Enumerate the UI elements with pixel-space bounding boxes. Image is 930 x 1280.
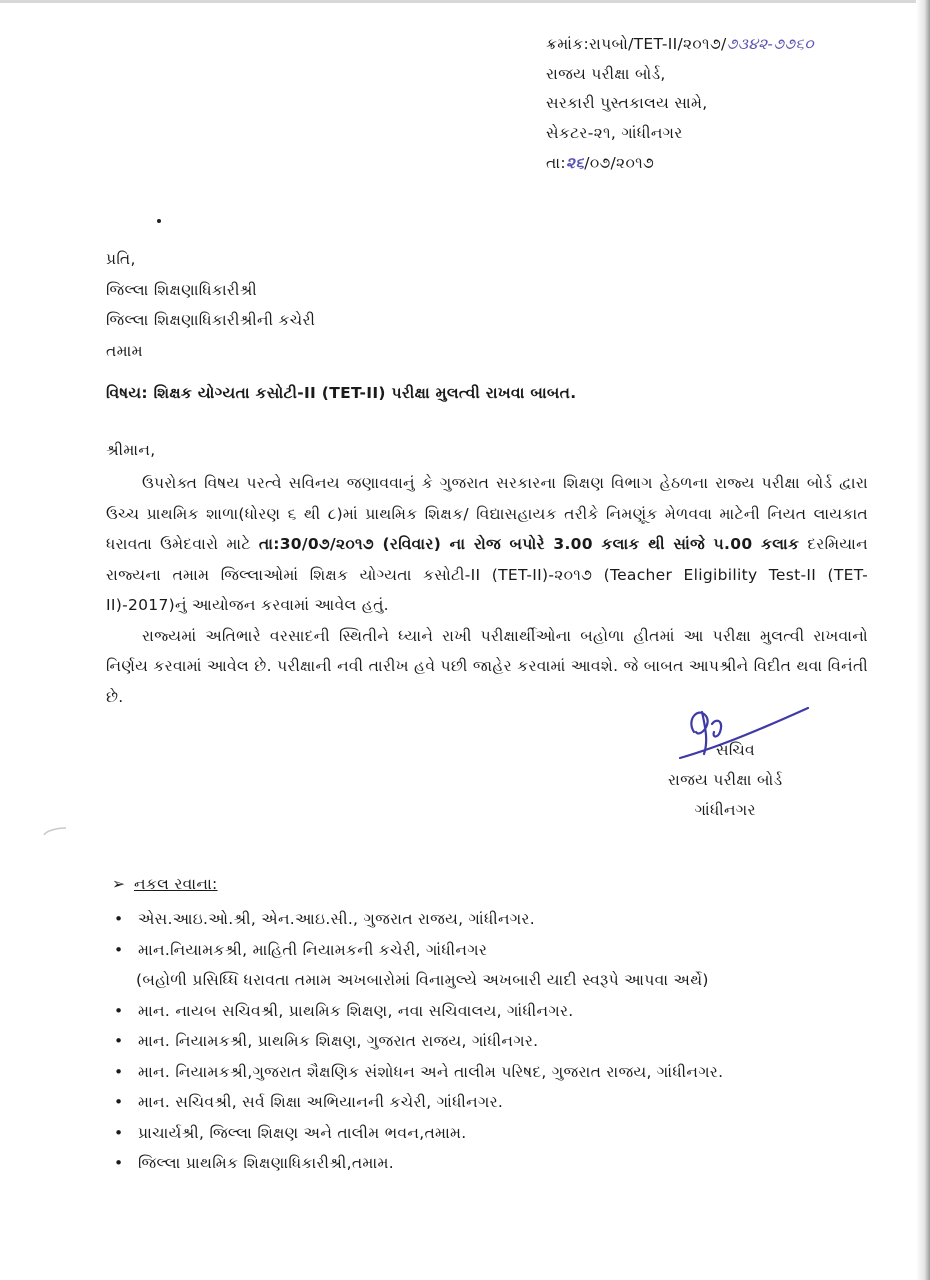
- list-item: • પ્રાચાર્યશ્રી, જિલ્લા શિક્ષણ અને તાલીમ ભવન,તમામ.: [112, 1118, 723, 1149]
- scan-speck: [157, 219, 161, 223]
- list-item: • માન. નાયબ સચિવશ્રી, પ્રાથમિક શિક્ષણ, નવા સચિવાલય, ગાંધીનગર.: [112, 996, 723, 1027]
- addressee-to: પ્રતિ,: [106, 250, 136, 268]
- body-paragraph-1: ઉપરોક્ત વિષય પરત્વે સવિનય જણાવવાનું કે ગુજરાત સરકારના શિક્ષણ વિભાગ હેઠળના રાજ્ય પરીક્ષા બોર્ડ દ્વારા ઉચ્ચ પ્રાથમિક શાળા(ધોરણ ૬ થી ૮)માં પ્રાથમિક શિક્ષક/ વિદ્યાસહાયક તરીકે નિમણૂંક મેળવવા માટેની નિયત લાયકાત ધરાવતા ઉમેદવારો માટે તા:30/0૭/૨૦૧૭ (રવિવાર) ના રોજ બપોરે 3.00 કલાક થી સાંજે ૫.00 કલાક દરમિયાન રાજ્યના તમામ જિલ્લાઓમાં શિક્ષક યોગ્યતા કસોટી-II (TET-II)-૨૦૧૭ (Teacher Eligibility Test-II (TET-II)-2017)નું આયોજન કરવામાં આવેલ હતું.: [106, 474, 869, 614]
- bullet-icon: •: [114, 1001, 124, 1020]
- signatory-city: ગાંધીનગર: [694, 801, 756, 819]
- bullet-icon: •: [114, 1062, 124, 1081]
- scan-top-edge: [0, 0, 930, 3]
- letter-header: [546, 30, 814, 179]
- letter-date: તા:૨૬/૦૭/૨૦૧૭: [546, 153, 655, 172]
- bullet-icon: •: [114, 910, 124, 928]
- reference-number: ક્રમાંક:રાપબો/TET-II/૨૦૧૭/: [546, 35, 727, 53]
- scan-smudge: [40, 825, 70, 839]
- body-paragraph-2: રાજ્યમાં અતિભારે વરસાદની સ્થિતીને ધ્યાને રાખી પરીક્ષાર્થીઓના બહોળા હીતમાં આ પરીક્ષા મુલત્વી રાખવાનો નિર્ણય કરવામાં આવેલ છે. પરીક્ષાની નવી તારીખ હવે પછી જાહેર કરવામાં આવશે. જે બાબત આપશ્રીને વિદીત થવા વિનંતી છે.: [106, 626, 868, 706]
- list-item: • માન.નિયામકશ્રી, માહિતી નિયામકની કચેરી, ગાંધીનગર: [112, 935, 723, 966]
- list-item: • એસ.આઇ.ઓ.શ્રી, એન.આઇ.સી., ગુજરાત રાજય, ગાંધીનગર.: [112, 904, 723, 935]
- copy-to-list: [112, 904, 723, 1179]
- addressee-line3: તમામ: [106, 341, 143, 360]
- signatory-office: રાજય પરીક્ષા બોર્ડ: [668, 771, 783, 789]
- arrow-bullet-icon: ➢: [112, 875, 126, 893]
- scan-right-edge: [916, 0, 930, 1280]
- list-item-note: (બહોળી પ્રસિધ્ધિ ધરાવતા તમામ અખબારોમાં વિનામુલ્યે અખબારી યાદી સ્વરૂપે આપવા અર્થે): [136, 971, 709, 989]
- list-item: • માન. નિયામકશ્રી, પ્રાથમિક શિક્ષણ, ગુજરાત રાજય, ગાંધીનગર.: [112, 1026, 723, 1057]
- bullet-icon: •: [114, 1093, 124, 1111]
- bullet-icon: •: [114, 1123, 124, 1142]
- letter-body: [106, 468, 868, 712]
- office-address-line2: સેકટર-૨૧, ગાંધીનગર: [546, 123, 683, 142]
- exam-date-time: તા:30/0૭/૨૦૧૭ (રવિવાર) ના રોજ બપોરે 3.00 કલાક થી સાંજે ૫.00 કલાક: [258, 535, 800, 553]
- office-name: રાજય પરીક્ષા બોર્ડ,: [546, 64, 666, 83]
- office-address-line1: સરકારી પુસ્તકાલય સામે,: [546, 94, 708, 112]
- addressee-line1: જિલ્લા શિક્ષણાધિકારીશ્રી: [106, 280, 258, 299]
- list-item: • માન. નિયામકશ્રી,ગુજરાત શૈક્ષણિક સંશોધન અને તાલીમ પરિષદ, ગુજરાત રાજય, ગાંધીનગર.: [112, 1057, 723, 1088]
- bullet-icon: •: [114, 1154, 124, 1172]
- list-item: • જિલ્લા પ્રાથમિક શિક્ષણાધિકારીશ્રી,તમામ.: [112, 1148, 723, 1179]
- handwritten-day: ૨૬: [565, 153, 585, 172]
- list-item: • માન. સચિવશ્રી, સર્વ શિક્ષા અભિયાનની કચેરી, ગાંધીનગર.: [112, 1087, 723, 1118]
- subject-line: વિષય: શિક્ષક યોગ્યતા કસોટી-II (TET-II) પરીક્ષા મુલત્વી રાખવા બાબત.: [106, 384, 577, 402]
- addressee-block: [106, 244, 315, 366]
- bullet-icon: •: [114, 940, 124, 959]
- addressee-line2: જિલ્લા શિક્ષણાધિકારીશ્રીની કચેરી: [106, 311, 316, 329]
- signatory-title: સચિવ: [716, 741, 756, 759]
- reference-number-line: [546, 30, 814, 60]
- handwritten-reference: ૭૩૪૨-૭૭૬૦: [726, 35, 814, 53]
- bullet-icon: •: [114, 1032, 124, 1050]
- copy-to-heading: ➢ નકલ રવાના:: [112, 875, 218, 893]
- greeting: શ્રીમાન,: [106, 441, 156, 459]
- signature-block: [668, 735, 782, 825]
